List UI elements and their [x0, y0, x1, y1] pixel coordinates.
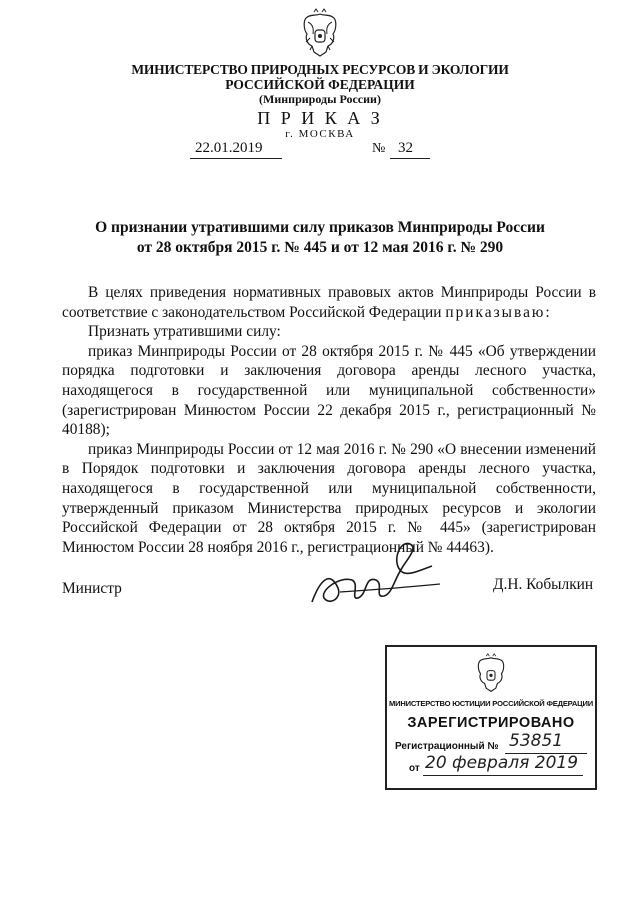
number-underline — [390, 158, 430, 159]
body-paragraph-2: Признать утратившими силу: — [88, 323, 281, 341]
document-number: 32 — [398, 140, 413, 156]
stamp-date: 20 февраля 2019 — [425, 753, 579, 773]
body-paragraph-1 — [62, 283, 596, 322]
russian-coat-of-arms-icon — [298, 8, 342, 58]
russian-coat-of-arms-icon — [473, 653, 509, 693]
signatory-name: Д.Н. Кобылкин — [493, 576, 594, 593]
signatory-role: Министр — [62, 580, 122, 597]
document-date: 22.01.2019 — [195, 140, 263, 156]
handwritten-signature — [300, 540, 450, 620]
stamp-date-underline — [423, 775, 583, 776]
body-paragraph-1-text: В целях приведения нормативных правовых актов Минприроды России в соответствие с законодательством Российской Федерации — [62, 284, 596, 321]
ministry-name-line1: МИНИСТЕРСТВО ПРИРОДНЫХ РЕСУРСОВ И ЭКОЛОГИИ — [131, 62, 509, 77]
stamp-date-label: от — [409, 763, 420, 774]
document-number-label: № — [372, 141, 386, 156]
registration-stamp — [385, 645, 597, 790]
stamp-organization: МИНИСТЕРСТВО ЮСТИЦИИ РОССИЙСКОЙ ФЕДЕРАЦИИ — [388, 699, 594, 708]
stamp-status: ЗАРЕГИСТРИРОВАНО — [407, 715, 575, 731]
body-paragraph-3: приказ Минприроды России от 28 октября 2015 г. № 445 «Об утверждении порядка подготовки и заключения договора аренды лесного участка, находящегося в государственной или муниципальной собственности» (зарегистрирован Минюстом России 22 декабря 2015 г., регистрационный № 40188); — [62, 342, 596, 439]
ministry-short-name: (Минприроды России) — [259, 92, 381, 106]
document-body — [62, 283, 596, 557]
document-title-line2: от 28 октября 2015 г. № 445 и от 12 мая 2016 г. № 290 — [136, 239, 504, 256]
document-title-line1: О признании утратившими силу приказов Минприроды России — [95, 219, 545, 236]
body-paragraph-4: приказ Минприроды России от 12 мая 2016 г. № 290 «О внесении изменений в Порядок подготовки и заключения договора аренды лесного участка, находящегося в государственной или муниципальной собственности, утвержденный приказом Министерства природных ресурсов и экологии Российской Федерации от 28 октября 2015 г. № 445» (зарегистрирован Минюстом России 28 ноября 2016 г., регистрационный № 44463). — [62, 440, 596, 556]
stamp-registration-number: 53851 — [509, 731, 564, 751]
body-order-word: приказываю: — [445, 303, 552, 321]
stamp-registration-label: Регистрационный № — [395, 741, 499, 752]
document-city: г. МОСКВА — [285, 128, 355, 140]
date-underline — [190, 158, 282, 159]
document-type: П Р И К А З — [257, 108, 383, 128]
ministry-name-line2: РОССИЙСКОЙ ФЕДЕРАЦИИ — [225, 77, 415, 92]
